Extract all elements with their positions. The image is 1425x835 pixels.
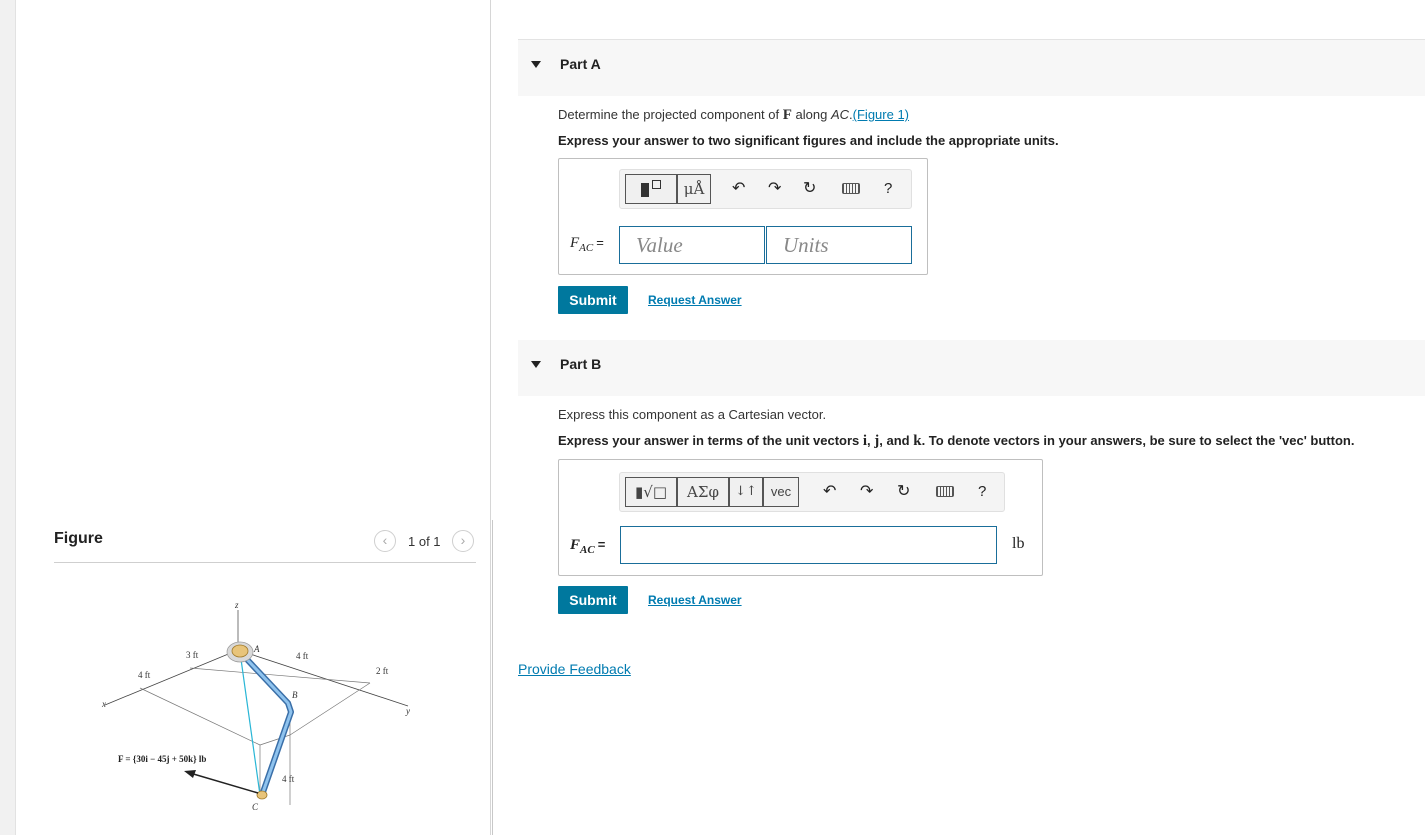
redo-icon[interactable]: ↷ [860,483,874,500]
part-b-field-label: $F_{AC}$ = [570,537,606,556]
part-b-request-answer-link[interactable]: Request Answer [648,593,742,607]
units-button[interactable]: μÅ [677,174,711,204]
part-b-header[interactable] [518,340,1425,396]
part-a-instruction: Express your answer to two significant figures and include the appropriate units. [558,133,1059,148]
sqrt-template-button[interactable] [625,477,677,507]
figure-title: Figure [54,530,103,547]
part-b-label: Part B [560,356,602,372]
figure-diagram [90,590,430,820]
part-b-submit-button[interactable]: Submit [558,586,628,614]
figure-next-button[interactable] [452,530,474,552]
units-input[interactable]: Units [766,226,912,264]
help-icon[interactable]: ? [978,483,987,500]
label-2ft: 2 ft [376,666,389,676]
greek-button[interactable]: ΑΣφ [677,477,729,507]
keyboard-icon[interactable] [842,183,860,194]
keyboard-icon[interactable] [936,486,954,497]
label-c: C [252,802,259,812]
label-4ft-left: 4 ft [138,670,151,680]
label-3ft: 3 ft [186,650,199,660]
fraction-template-icon [641,183,649,197]
sqrt-template-icon: ▮√□ [635,483,667,501]
label-b: B [292,690,298,700]
panel-divider-accent [492,520,493,835]
provide-feedback-link[interactable]: Provide Feedback [518,661,631,677]
floor-line [290,683,370,735]
part-b-toolbar-group [625,477,799,507]
part-a-answer-box [558,158,928,275]
figure-page-count: 1 of 1 [408,534,441,549]
part-b-answer-box [558,459,1043,576]
floor-line [140,688,260,745]
panel-divider [490,0,491,835]
chevron-left-icon: ‹ [382,532,388,548]
label-4ft-vert: 4 ft [282,774,295,784]
label-x: x [102,699,106,709]
fraction-template-button[interactable] [625,174,677,204]
part-b-instruction: Express your answer in terms of the unit vectors i, j, and k. To denote vectors in your answers, be sure to select the 'vec' button. [558,433,1355,449]
value-input[interactable]: Value [619,226,765,264]
part-a-label: Part A [560,56,601,72]
part-a-header[interactable] [518,40,1425,96]
ball-joint-a [232,645,248,657]
left-margin-strip [0,0,16,835]
part-a-field-label: $F_{AC}$ = [570,235,604,254]
part-a-toolbar [619,169,912,209]
arrows-button[interactable]: ↓↑ [729,477,763,507]
figure-1-link[interactable]: (Figure 1) [852,107,910,122]
label-force: F = {30i − 45j + 50k} lb [118,754,207,764]
part-b-unit: lb [1012,535,1025,552]
label-y: y [406,706,410,716]
joint-c [257,791,267,799]
help-icon[interactable]: ? [884,180,893,197]
part-a-request-answer-link[interactable]: Request Answer [648,293,742,307]
part-a-submit-button[interactable]: Submit [558,286,628,314]
floor-line [190,668,370,683]
part-a-toolbar-group [625,174,711,204]
force-arrow [190,773,258,793]
reset-icon[interactable]: ↻ [897,483,911,500]
part-b-toolbar [619,472,1005,512]
figure-prev-button[interactable] [374,530,396,552]
label-a: A [254,644,260,654]
figure-header [54,520,476,563]
collapse-triangle-icon [531,361,541,368]
x-axis [105,650,238,705]
label-4ft-top: 4 ft [296,651,309,661]
collapse-triangle-icon [531,61,541,68]
label-z: z [235,600,239,610]
chevron-right-icon: › [460,532,466,548]
force-arrowhead [184,770,196,778]
reset-icon[interactable]: ↻ [803,180,817,197]
part-b-question: Express this component as a Cartesian vector. [558,407,827,422]
part-a-question: Determine the projected component of F along AC.(Figure 1) [558,107,910,123]
undo-icon[interactable]: ↶ [732,180,746,197]
vec-button[interactable]: vec [763,477,799,507]
vector-answer-input[interactable] [620,526,997,564]
redo-icon[interactable]: ↷ [768,180,782,197]
undo-icon[interactable]: ↶ [823,483,837,500]
